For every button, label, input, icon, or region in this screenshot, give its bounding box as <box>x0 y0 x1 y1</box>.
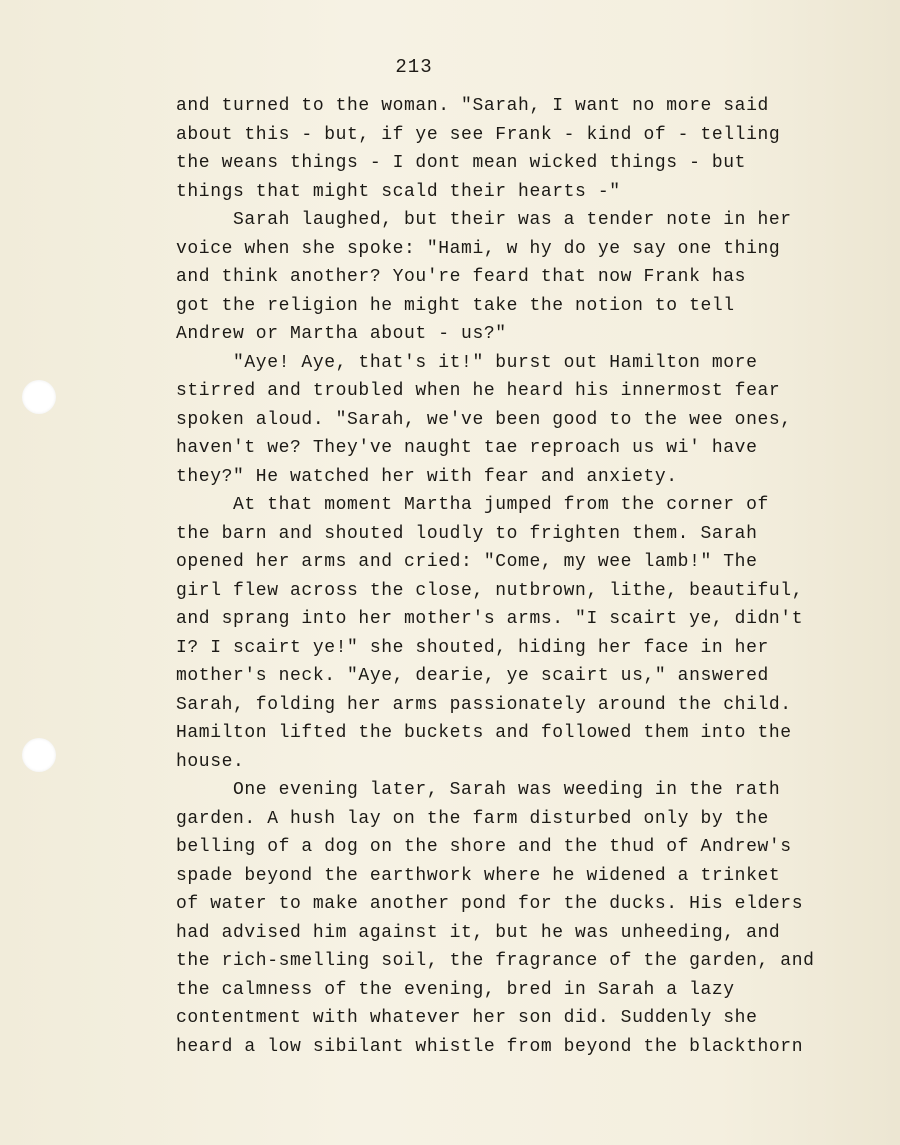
body-text <box>176 92 866 1061</box>
text-line: the rich-smelling soil, the fragrance of the garden, and <box>176 951 815 971</box>
text-line: Sarah laughed, but their was a tender note in her <box>176 210 792 230</box>
text-line: they?" He watched her with fear and anxiety. <box>176 466 678 487</box>
text-line: the weans things - I dont mean wicked things - but <box>176 153 747 173</box>
text-line: and think another? You're feard that now Frank has <box>176 267 747 287</box>
text-line: contentment with whatever her son did. Suddenly she <box>176 1008 758 1028</box>
text-line: things that might scald their hearts -" <box>176 181 621 202</box>
text-line: and turned to the woman. "Sarah, I want no more said <box>176 96 769 116</box>
text-line: garden. A hush lay on the farm disturbed only by the <box>176 808 769 829</box>
text-line: I? I scairt ye!" she shouted, hiding her face in her <box>176 637 769 658</box>
text-line: haven't we? They've naught tae reproach us wi' have <box>176 438 758 458</box>
text-line: stirred and troubled when he heard his innermost fear <box>176 381 781 401</box>
text-line: opened her arms and cried: "Come, my wee lamb!" The <box>176 552 758 572</box>
text-line: house. <box>176 751 245 772</box>
text-line: and sprang into her mother's arms. "I scairt ye, didn't <box>176 609 804 629</box>
text-line: One evening later, Sarah was weeding in the rath <box>176 780 781 800</box>
punch-hole <box>22 380 56 414</box>
text-line: At that moment Martha jumped from the corner of <box>176 495 769 515</box>
text-line: heard a low sibilant whistle from beyond the blackthorn <box>176 1036 804 1057</box>
text-line: of water to make another pond for the ducks. His elders <box>176 894 804 914</box>
page-number: 213 <box>395 56 433 78</box>
text-line: Andrew or Martha about - us?" <box>176 324 507 344</box>
text-line: mother's neck. "Aye, dearie, ye scairt us," answered <box>176 666 769 686</box>
text-line: belling of a dog on the shore and the thud of Andrew's <box>176 837 792 857</box>
text-line: about this - but, if ye see Frank - kind of - telling <box>176 124 781 145</box>
text-line: spade beyond the earthwork where he widened a trinket <box>176 865 781 886</box>
text-line: Hamilton lifted the buckets and followed them into the <box>176 723 792 743</box>
text-line: girl flew across the close, nutbrown, lithe, beautiful, <box>176 580 804 601</box>
text-line: got the religion he might take the notion to tell <box>176 295 735 316</box>
text-line: spoken aloud. "Sarah, we've been good to the wee ones, <box>176 409 792 430</box>
punch-hole <box>22 738 56 772</box>
text-line: "Aye! Aye, that's it!" burst out Hamilton more <box>176 352 758 373</box>
text-line: Sarah, folding her arms passionately around the child. <box>176 694 792 715</box>
text-line: the calmness of the evening, bred in Sarah a lazy <box>176 979 735 1000</box>
text-line: the barn and shouted loudly to frighten them. Sarah <box>176 523 758 544</box>
text-line: voice when she spoke: "Hami, w hy do ye say one thing <box>176 238 781 259</box>
text-line: had advised him against it, but he was unheeding, and <box>176 922 781 943</box>
